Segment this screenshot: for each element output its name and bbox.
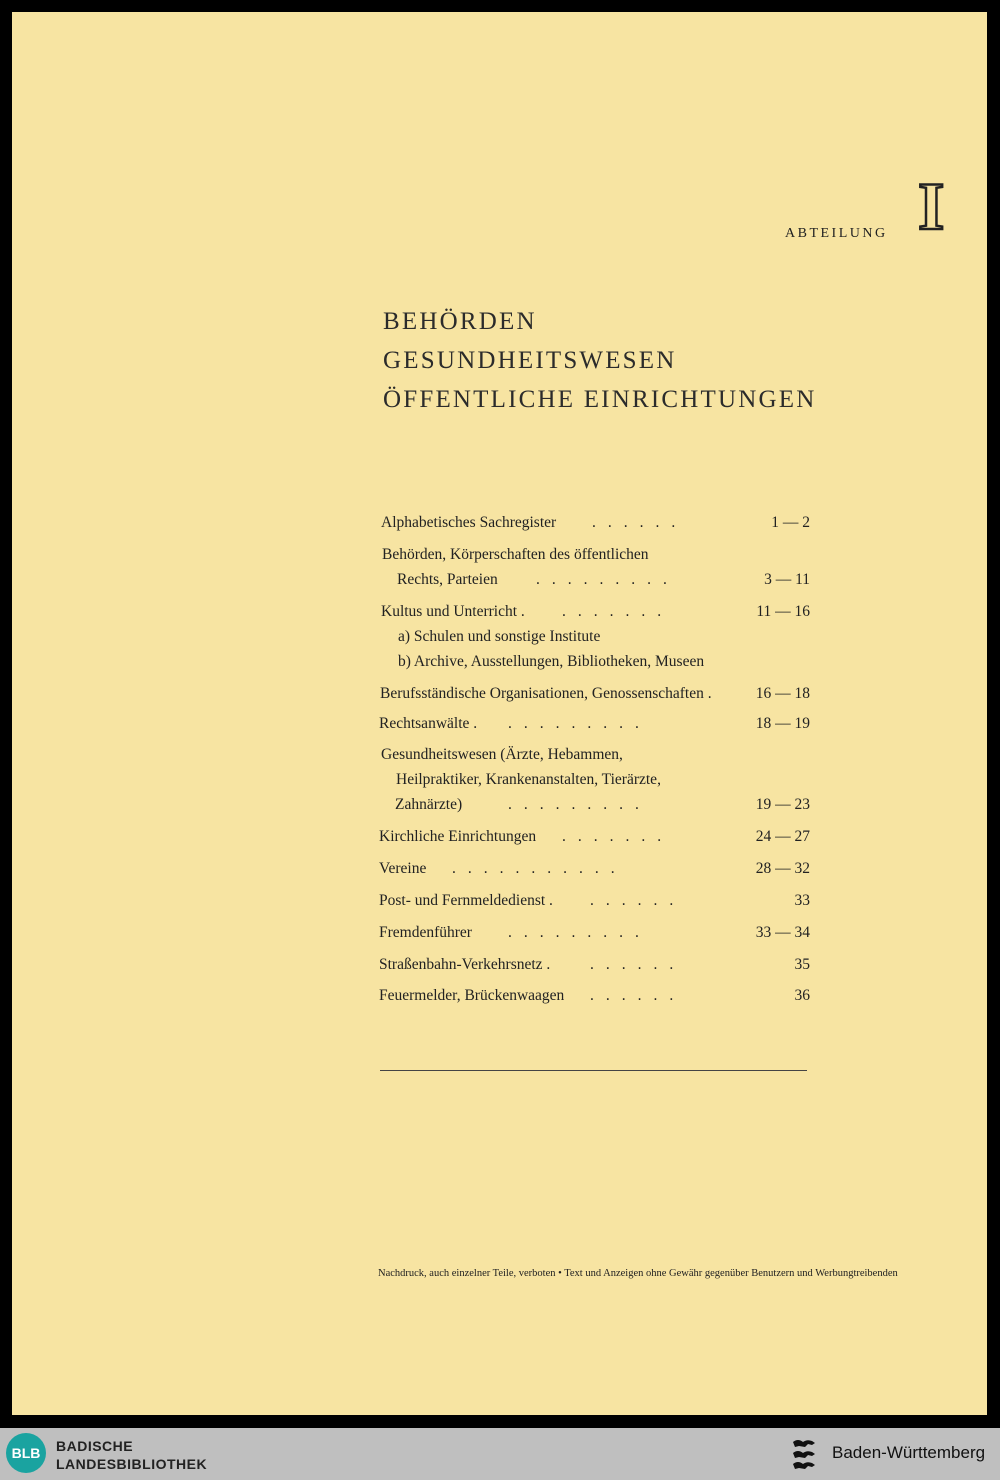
library-name-line: BADISCHE	[56, 1438, 134, 1454]
toc-pages: 28 — 32	[755, 860, 810, 877]
dot-leader: .......	[562, 828, 674, 845]
toc-entry: Fremdenführer	[379, 924, 472, 941]
toc-entry: Straßenbahn-Verkehrsnetz .	[379, 956, 551, 973]
toc-entry: Kultus und Unterricht .	[381, 603, 525, 620]
toc-entry: Alphabetisches Sachregister	[381, 514, 557, 531]
toc-pages: 3 — 11	[764, 571, 810, 588]
toc-pages: 24 — 27	[755, 828, 810, 845]
document-page	[12, 12, 987, 1415]
dot-leader: .........	[508, 715, 651, 732]
title-block	[383, 302, 816, 419]
dot-leader: ......	[590, 987, 686, 1004]
toc-pages: 18 — 19	[755, 715, 810, 732]
dot-leader: ......	[592, 514, 688, 531]
toc-entry-cont: Heilpraktiker, Krankenanstalten, Tierärzte,	[396, 771, 661, 788]
toc-pages: 16 — 18	[755, 685, 810, 702]
title-line: ÖFFENTLICHE EINRICHTUNGEN	[383, 386, 817, 413]
toc-subentry: b) Archive, Ausstellungen, Bibliotheken, Museen	[398, 653, 705, 670]
toc-pages: 11 — 16	[756, 603, 810, 620]
toc-pages: 33 — 34	[755, 924, 810, 941]
toc-entry: Berufsständische Organisationen, Genossenschaften .	[380, 685, 712, 702]
toc-pages: 33	[794, 892, 810, 909]
dot-leader: ...........	[452, 860, 627, 877]
dot-leader: ......	[590, 956, 686, 973]
state-name[interactable]: Baden-Württemberg	[832, 1443, 986, 1462]
section-numeral: I	[918, 168, 945, 244]
toc-entry: Post- und Fernmeldedienst .	[379, 892, 553, 909]
dot-leader: .........	[536, 571, 679, 588]
blb-logo[interactable]: BLB	[6, 1433, 46, 1473]
toc-entry: Kirchliche Einrichtungen	[379, 828, 537, 845]
toc-pages: 1 — 2	[771, 514, 810, 531]
toc-entry-cont: Rechts, Parteien	[397, 571, 498, 588]
title-line: GESUNDHEITSWESEN	[383, 347, 677, 374]
toc-entry: Vereine	[379, 860, 427, 877]
library-name-line: LANDESBIBLIOTHEK	[56, 1456, 208, 1472]
divider-rule	[380, 1070, 807, 1071]
toc-pages: 19 — 23	[755, 796, 810, 813]
toc-subentry: a) Schulen und sonstige Institute	[398, 628, 601, 645]
dot-leader: ......	[590, 892, 686, 909]
toc-entry: Rechtsanwälte .	[379, 715, 478, 732]
toc-entry-cont: Zahnärzte)	[395, 796, 463, 813]
copyright-notice: Nachdruck, auch einzelner Teile, verboten • Text und Anzeigen ohne Gewähr gegenüber Benutzern und Werbungtreibenden	[378, 1268, 898, 1279]
lions-coat-of-arms-icon[interactable]	[790, 1436, 822, 1474]
toc-pages: 35	[794, 956, 810, 973]
section-label: ABTEILUNG	[785, 226, 888, 241]
dot-leader: .......	[562, 603, 674, 620]
toc-entry: Behörden, Körperschaften des öffentlichen	[382, 546, 649, 563]
library-name[interactable]	[56, 1437, 207, 1473]
toc-entry: Gesundheitswesen (Ärzte, Hebammen,	[381, 746, 623, 763]
dot-leader: .........	[508, 796, 651, 813]
dot-leader: .........	[508, 924, 651, 941]
toc-pages: 36	[794, 987, 810, 1004]
title-line: BEHÖRDEN	[383, 308, 537, 335]
toc-entry: Feuermelder, Brückenwaagen	[379, 987, 565, 1004]
